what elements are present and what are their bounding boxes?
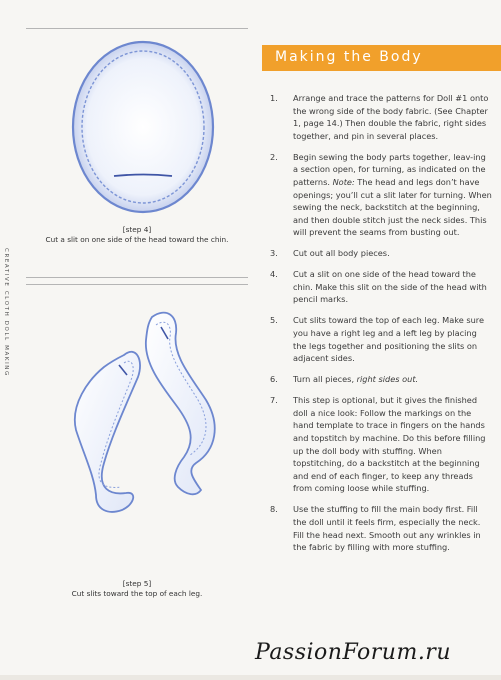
figure-step4-label: [step 4] [122,225,152,234]
step-item [270,268,492,306]
step-number: 7. [270,395,278,406]
step-item [270,394,492,495]
step-item [270,247,492,260]
running-head: CREATIVE CLOTH DOLL MAKING [3,248,9,377]
head-illustration [26,29,248,229]
head-outline-outer [73,42,213,212]
step-text: Begin sewing the body parts together, leav-ing a section open, for turning, as indicated on the patterns. Note: The head and legs don’t have openings; you’ll cut a slit later for turning. When sewing the neck, backstitch at the beginning, and then double stitch just the neck sides. This will prevent the seams from busting out. [293,151,492,238]
step-number: 4. [270,269,278,280]
step-item [270,373,492,386]
step-number: 1. [270,93,278,103]
figure-step4-text: Cut a slit on one side of the head toward the chin. [45,235,229,244]
watermark: PassionForum.ru [255,640,451,665]
figure-step4 [26,28,248,278]
figure-step5 [26,284,248,630]
step-text: This step is optional, but it gives the finished doll a nice look: Follow the markings on the hand template to trace in fingers on the hands and topstitch by machine. Do this before filling up the doll body with stuffing. When topstitching, do a backstitch at the beginning and end of each finger, to keep any threads from coming loose while stuffing. [293,395,486,494]
step-number: 6. [270,374,278,385]
step-item [270,503,492,553]
figure-step4-caption [26,225,248,245]
bottom-strip [0,675,501,680]
step-item [270,314,492,364]
left-leg-outline [75,352,140,512]
step-number: 2. [270,151,278,162]
legs-illustration [26,285,248,585]
right-leg-outline [146,313,215,495]
figure-step5-caption [26,579,248,599]
step-number: 5. [270,315,278,326]
step-number: 8. [270,504,278,515]
step-item [270,92,492,142]
step-text: Turn all pieces, right sides out. [293,374,419,385]
figure-step5-text: Cut slits toward the top of each leg. [71,589,203,598]
figure-step5-label: [step 5] [122,579,152,588]
step-text: Cut out all body pieces. [293,248,390,259]
steps-list [270,92,492,562]
section-title: Making the Body [275,49,423,65]
step-text: Use the stuffing to fill the main body first. Fill the doll until it feels firm, especially the neck. Fill the head next. Smooth out any wrinkles in the fabric by filling with more stuffing. [293,504,481,553]
step-text: Arrange and trace the patterns for Doll #1 onto the wrong side of the body fabric. (See Chapter 1, page 14.) Then double the fabric, right sides together, and pin in several places. [293,93,489,141]
step-number: 3. [270,248,278,259]
step-text: Cut a slit on one side of the head toward the chin. Make this slit on the side of the head with pencil marks. [293,269,487,305]
step-item [270,151,492,239]
step-text: Cut slits toward the top of each leg. Make sure you have a right leg and a left leg by placing the legs together and positioning the slits on adjacent sides. [293,315,485,364]
